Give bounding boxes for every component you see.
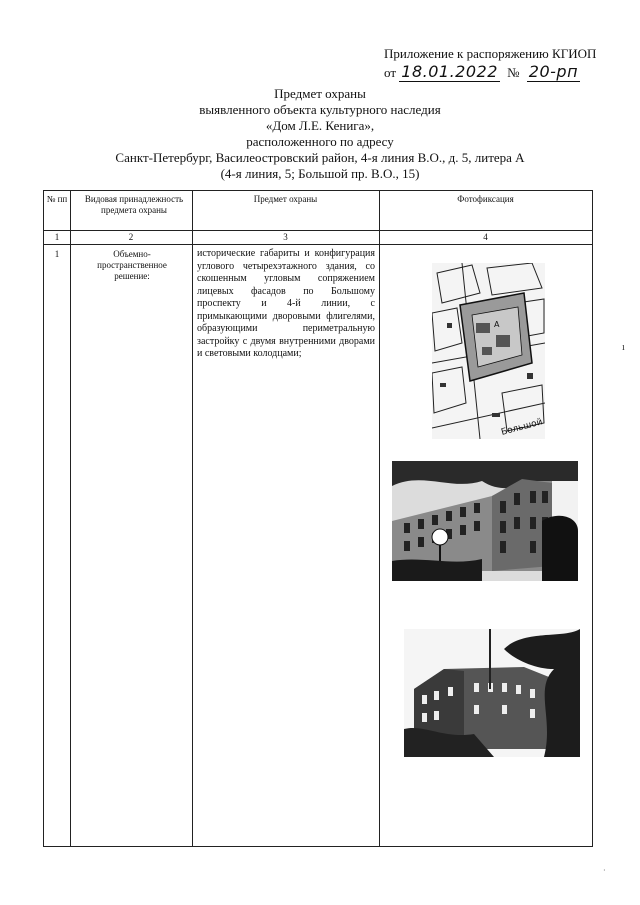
margin-mark: ı bbox=[622, 342, 625, 353]
title-line-2: выявленного объекта культурного наследия bbox=[199, 102, 441, 117]
title-line-6: (4-я линия, 5; Большой пр. В.О., 15) bbox=[220, 166, 420, 181]
header-subject: Предмет охраны bbox=[253, 194, 318, 204]
title-line-1: Предмет охраны bbox=[274, 86, 366, 101]
row-divider bbox=[44, 230, 592, 231]
title-line-5: Санкт-Петербург, Василеостровский район, 4-я линия В.О., д. 5, литера А bbox=[115, 150, 525, 165]
colnum-2: 2 bbox=[128, 232, 134, 242]
document-title bbox=[100, 86, 540, 182]
row-1-num: 1 bbox=[54, 249, 60, 259]
map-label-street: Большой bbox=[500, 417, 544, 438]
colnum-4: 4 bbox=[483, 232, 488, 242]
map-label-a: А bbox=[494, 320, 500, 329]
row-divider bbox=[44, 244, 592, 245]
from-label: от bbox=[384, 65, 397, 80]
appendix-title: Приложение к распоряжению КГИОП bbox=[384, 46, 597, 61]
col-divider bbox=[192, 191, 193, 846]
colnum-3: 3 bbox=[283, 232, 288, 242]
handwritten-date: 18.01.2022 bbox=[401, 62, 498, 81]
building-photo-2 bbox=[404, 629, 580, 757]
col-divider bbox=[70, 191, 71, 846]
header-photo: Фотофиксация bbox=[457, 194, 514, 204]
row-1-kind: Объемно-пространственное решение: bbox=[97, 249, 167, 281]
handwritten-number: 20-рп bbox=[528, 62, 579, 81]
appendix-reference bbox=[384, 46, 624, 81]
situation-map-image bbox=[432, 263, 545, 439]
colnum-1: 1 bbox=[54, 232, 60, 242]
title-line-3: «Дом Л.Е. Кенига», bbox=[265, 118, 375, 133]
row-1-subject: исторические габариты и конфигурация углового четырехэтажного здания, со скошенным угловым сопряжением лицевых фасадов по Большому проспекту и 4-й линии, с примыкающими дворовыми флигелями, образующими периметральную застройку с двумя внутренними дворами и световыми колодцами; bbox=[197, 248, 375, 359]
title-line-4: расположенного по адресу bbox=[246, 134, 394, 149]
header-num: № пп bbox=[46, 194, 68, 204]
appendix-date-number bbox=[384, 64, 624, 81]
protection-table bbox=[43, 190, 593, 847]
col-divider bbox=[379, 191, 380, 846]
number-sign: № bbox=[507, 65, 520, 80]
building-photo-1 bbox=[392, 461, 578, 581]
corner-mark: · bbox=[603, 866, 606, 875]
header-kind: Видовая принадлежность предмета охраны bbox=[84, 194, 184, 215]
